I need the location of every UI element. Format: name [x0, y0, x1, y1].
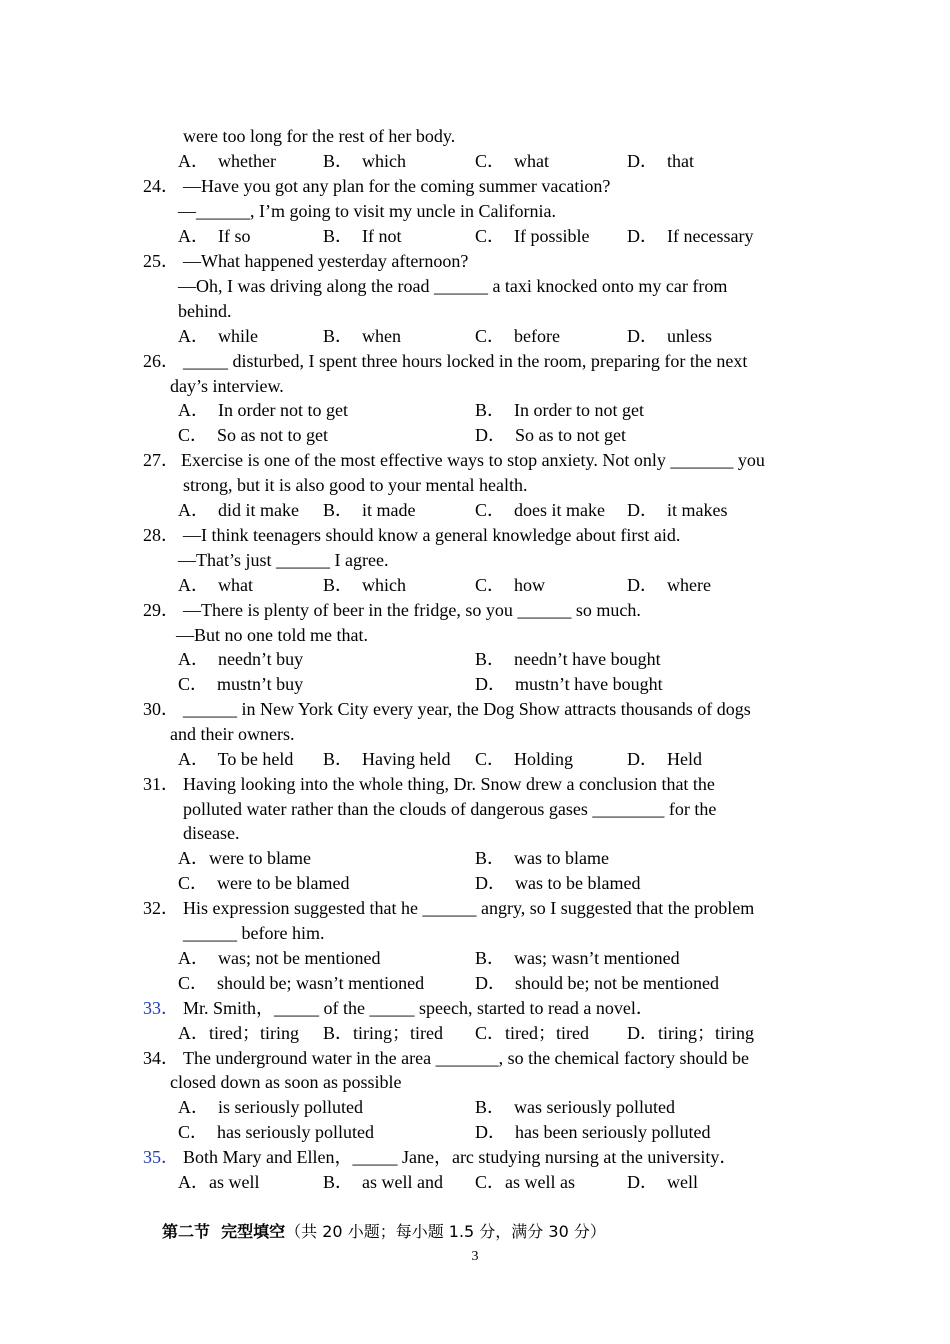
- question-29-number: 29．: [143, 600, 179, 620]
- question-30-option-d: D． Held: [627, 749, 702, 769]
- question-35-option-d: D． well: [627, 1172, 698, 1192]
- question-28-line-1: —I think teenagers should know a general knowledge about first aid.: [183, 525, 681, 545]
- question-35-line-1: Both Mary and Ellen，_____ Jane，arc studying nursing at the university．: [183, 1147, 738, 1167]
- question-28-number: 28．: [143, 525, 179, 545]
- question-35-option-b: B． as well and: [323, 1172, 443, 1192]
- question-35-option-a: A．as well: [178, 1172, 260, 1192]
- question-32-option-a: A． was; not be mentioned: [178, 948, 381, 968]
- question-28-option-d: D． where: [627, 575, 711, 595]
- question-30-number: 30．: [143, 699, 179, 719]
- question-31-line-2: polluted water rather than the clouds of dangerous gases ________ for the: [183, 799, 717, 819]
- question-27-option-d: D． it makes: [627, 500, 728, 520]
- question-34-line-1: The underground water in the area _______, so the chemical factory should be: [183, 1048, 749, 1068]
- question-31-line-1: Having looking into the whole thing, Dr. Snow drew a conclusion that the: [183, 774, 715, 794]
- question-27-line-2: strong, but it is also good to your mental health.: [183, 475, 528, 495]
- question-31-line-3: disease.: [183, 823, 240, 843]
- question-31-option-a: A．were to blame: [178, 848, 311, 868]
- question-32-option-c: C． should be; wasn’t mentioned: [178, 973, 425, 993]
- question-26-option-d: D． So as to not get: [475, 425, 626, 445]
- question-30-line-1: ______ in New York City every year, the Dog Show attracts thousands of dogs: [183, 699, 751, 719]
- section-detail: （共 20 小题；每小题 1.5 分，满分 30 分）: [285, 1222, 606, 1241]
- question-23-option-b: B． which: [323, 151, 406, 171]
- question-24-option-c: C． If possible: [475, 226, 590, 246]
- question-30-line-2: and their owners.: [170, 724, 295, 744]
- question-32-option-b: B． was; wasn’t mentioned: [475, 948, 680, 968]
- question-31-option-c: C． were to be blamed: [178, 873, 350, 893]
- question-30-option-b: B． Having held: [323, 749, 451, 769]
- question-32-number: 32．: [143, 898, 179, 918]
- question-24-number: 24．: [143, 176, 179, 196]
- question-25-line-3: behind.: [178, 301, 232, 321]
- question-24-line-2: —______, I’m going to visit my uncle in California.: [178, 201, 556, 221]
- question-28-option-b: B． which: [323, 575, 406, 595]
- question-29-option-c: C． mustn’t buy: [178, 674, 304, 694]
- section-title: 第二节 完型填空: [162, 1222, 286, 1241]
- question-23-option-a: A． whether: [178, 151, 276, 171]
- question-34-option-a: A． is seriously polluted: [178, 1097, 363, 1117]
- question-27-number: 27．: [143, 450, 179, 470]
- question-26-option-a: A． In order not to get: [178, 400, 348, 420]
- page-number: 3: [471, 1249, 479, 1264]
- question-31-number: 31．: [143, 774, 179, 794]
- question-28-option-a: A． what: [178, 575, 253, 595]
- question-25-option-c: C． before: [475, 326, 560, 346]
- question-29-line-2: —But no one told me that.: [176, 625, 368, 645]
- question-33-option-a: A．tired；tiring: [178, 1023, 299, 1043]
- question-25-option-b: B． when: [323, 326, 401, 346]
- question-30-option-c: C． Holding: [475, 749, 574, 769]
- question-24-option-b: B． If not: [323, 226, 402, 246]
- question-23-option-c: C． what: [475, 151, 549, 171]
- question-35-number: 35．: [143, 1147, 179, 1167]
- question-33-number: 33．: [143, 998, 179, 1018]
- question-26-line-2: day’s interview.: [170, 376, 284, 396]
- question-29-option-d: D． mustn’t have bought: [475, 674, 663, 694]
- question-28-option-c: C． how: [475, 575, 546, 595]
- question-25-line-2: —Oh, I was driving along the road ______ a taxi knocked onto my car from: [178, 276, 728, 296]
- question-26-option-c: C． So as not to get: [178, 425, 329, 445]
- question-29-option-b: B． needn’t have bought: [475, 649, 661, 669]
- question-33-option-c: C．tired；tired: [475, 1023, 589, 1043]
- question-27-option-b: B． it made: [323, 500, 416, 520]
- question-29-option-a: A． needn’t buy: [178, 649, 304, 669]
- question-25-line-1: —What happened yesterday afternoon?: [183, 251, 469, 271]
- question-27-option-c: C． does it make: [475, 500, 605, 520]
- question-25-number: 25．: [143, 251, 179, 271]
- question-34-number: 34．: [143, 1048, 179, 1068]
- question-31-option-b: B． was to blame: [475, 848, 609, 868]
- question-23-line-1: were too long for the rest of her body.: [183, 126, 456, 146]
- question-27-option-a: A． did it make: [178, 500, 299, 520]
- question-33-option-b: B．tiring；tired: [323, 1023, 443, 1043]
- question-34-option-d: D． has been seriously polluted: [475, 1122, 711, 1142]
- question-32-line-2: ______ before him.: [183, 923, 325, 943]
- question-24-option-a: A． If so: [178, 226, 251, 246]
- question-28-line-2: —That’s just ______ I agree.: [178, 550, 389, 570]
- question-34-line-2: closed down as soon as possible: [170, 1072, 402, 1092]
- question-30-option-a: A． To be held: [178, 749, 294, 769]
- question-24-line-1: —Have you got any plan for the coming summer vacation?: [183, 176, 611, 196]
- question-26-line-1: _____ disturbed, I spent three hours locked in the room, preparing for the next: [183, 351, 748, 371]
- question-33-option-d: D．tiring；tiring: [627, 1023, 754, 1043]
- question-23-option-d: D． that: [627, 151, 694, 171]
- question-24-option-d: D． If necessary: [627, 226, 754, 246]
- question-26-number: 26．: [143, 351, 179, 371]
- question-27-line-1: Exercise is one of the most effective ways to stop anxiety. Not only _______ you: [181, 450, 765, 470]
- question-32-option-d: D． should be; not be mentioned: [475, 973, 719, 993]
- question-31-option-d: D． was to be blamed: [475, 873, 641, 893]
- question-25-option-a: A． while: [178, 326, 258, 346]
- question-25-option-d: D． unless: [627, 326, 712, 346]
- question-32-line-1: His expression suggested that he ______ angry, so I suggested that the problem: [183, 898, 755, 918]
- question-29-line-1: —There is plenty of beer in the fridge, so you ______ so much.: [183, 600, 641, 620]
- question-34-option-c: C． has seriously polluted: [178, 1122, 374, 1142]
- question-26-option-b: B． In order to not get: [475, 400, 644, 420]
- question-33-line-1: Mr. Smith，_____ of the _____ speech, started to read a novel．: [183, 998, 654, 1018]
- question-34-option-b: B． was seriously polluted: [475, 1097, 675, 1117]
- question-35-option-c: C．as well as: [475, 1172, 575, 1192]
